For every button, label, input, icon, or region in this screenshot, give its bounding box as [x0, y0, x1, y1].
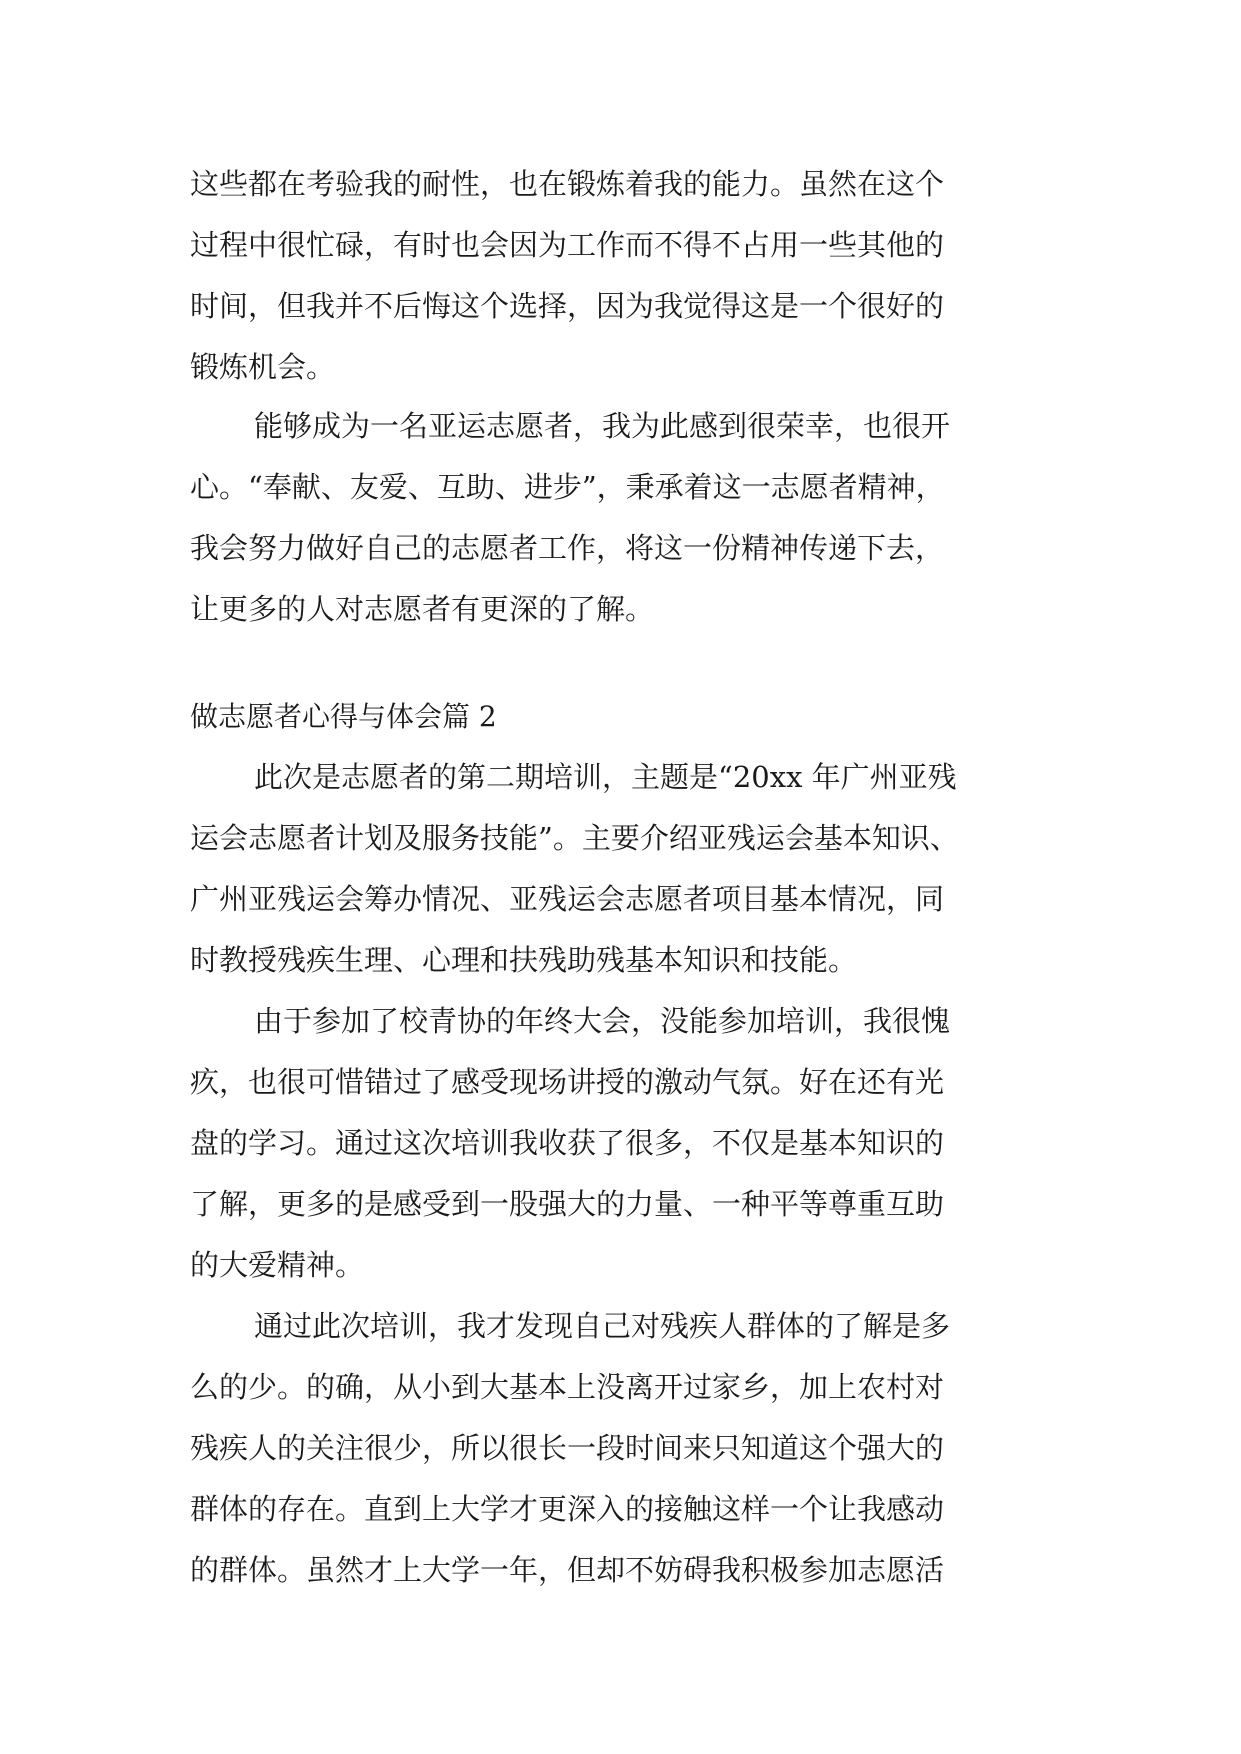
text-line: 心。“奉献、友爱、互助、进步”，秉承着这一志愿者精神， — [190, 470, 945, 504]
text-line: 么的少。的确，从小到大基本上没离开过家乡，加上农村对 — [190, 1370, 945, 1404]
text-line: 广州亚残运会筹办情况、亚残运会志愿者项目基本情况，同 — [190, 882, 945, 916]
text-line: 我会努力做好自己的志愿者工作，将这一份精神传递下去， — [190, 531, 945, 565]
text-line: 群体的存在。直到上大学才更深入的接触这样一个让我感动 — [190, 1492, 945, 1526]
text-line: 让更多的人对志愿者有更深的了解。 — [190, 592, 655, 626]
text-line: 疚，也很可惜错过了感受现场讲授的激动气氛。好在还有光 — [190, 1065, 945, 1099]
text-line: 锻炼机会。 — [190, 350, 336, 384]
text-line: 时教授残疾生理、心理和扶残助残基本知识和技能。 — [190, 943, 858, 977]
text-line: 运会志愿者计划及服务技能”。主要介绍亚残运会基本知识、 — [190, 821, 959, 855]
text-line: 盘的学习。通过这次培训我收获了很多，不仅是基本知识的 — [190, 1126, 945, 1160]
text-line: 时间，但我并不后悔这个选择，因为我觉得这是一个很好的 — [190, 289, 945, 323]
paragraph-first-line: 通过此次培训，我才发现自己对残疾人群体的了解是多 — [254, 1309, 951, 1343]
text-line: 过程中很忙碌，有时也会因为工作而不得不占用一些其他的 — [190, 228, 945, 262]
paragraph-first-line: 此次是志愿者的第二期培训，主题是“20xx 年广州亚残 — [254, 760, 957, 794]
text-line: 残疾人的关注很少，所以很长一段时间来只知道这个强大的 — [190, 1431, 945, 1465]
paragraph-first-line: 能够成为一名亚运志愿者，我为此感到很荣幸，也很开 — [254, 409, 951, 443]
text-line: 的大爱精神。 — [190, 1248, 365, 1282]
text-line: 这些都在考验我的耐性，也在锻炼着我的能力。虽然在这个 — [190, 167, 945, 201]
text-line: 了解，更多的是感受到一股强大的力量、一种平等尊重互助 — [190, 1187, 945, 1221]
paragraph-first-line: 由于参加了校青协的年终大会，没能参加培训，我很愧 — [254, 1004, 951, 1038]
text-line: 的群体。虽然才上大学一年，但却不妨碍我积极参加志愿活 — [190, 1553, 945, 1587]
section-heading: 做志愿者心得与体会篇 2 — [190, 700, 497, 733]
